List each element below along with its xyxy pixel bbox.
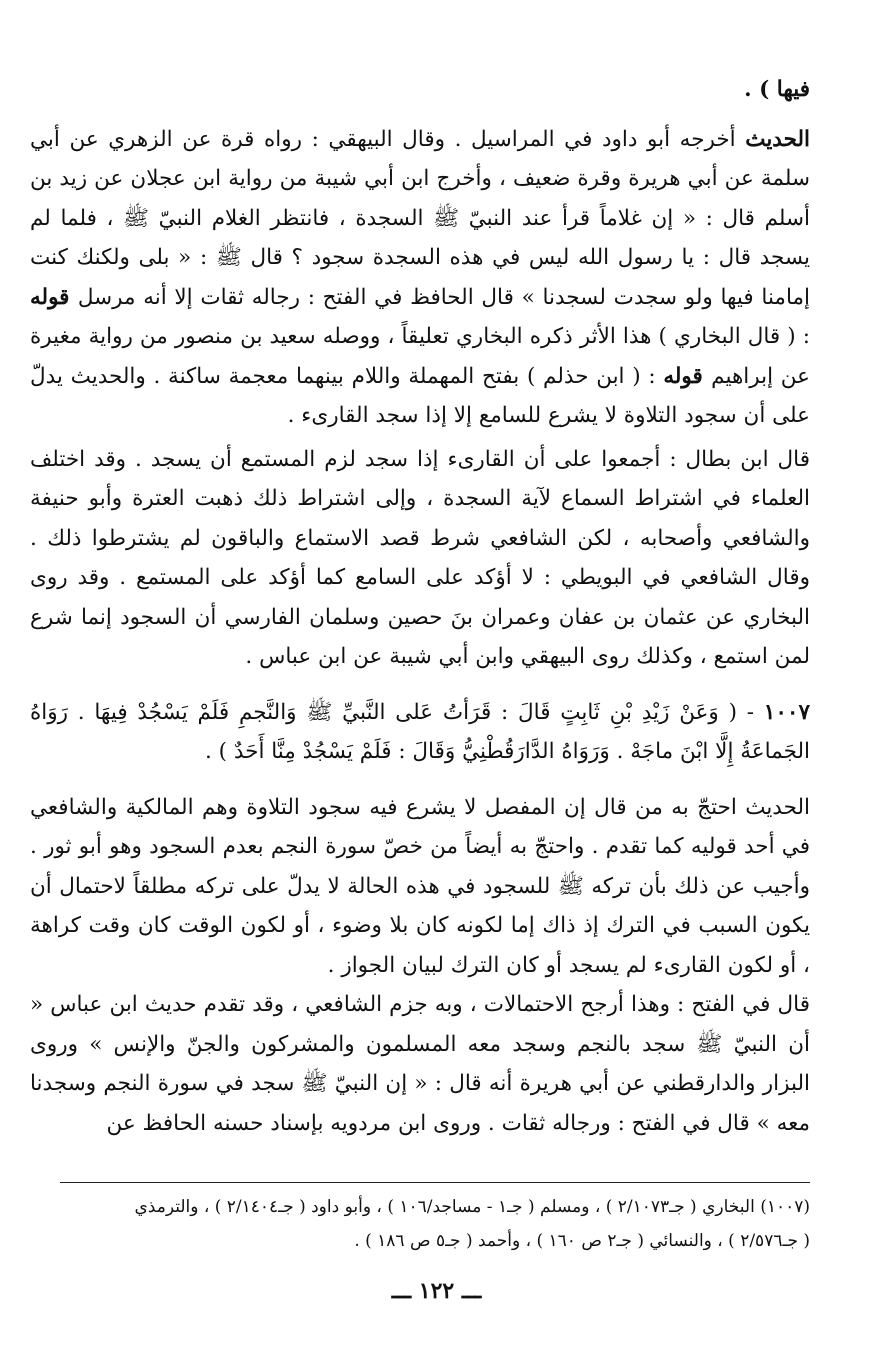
commentary-paragraph-4: قال في الفتح : وهذا أرجح الاحتمالات ، وبه جزم الشافعي ، وقد تقدم حديث ابن عباس « أن النبيّ ﷺ سجد بالنجم وسجد معه المسلمون والمشركون والجنّ والإنس » وروى البزار والدارقطني عن أبي هريرة أنه قال : « إن النبيّ ﷺ سجد في سورة النجم وسجدنا معه » قال في الفتح : ورجاله ثقات . وروى ابن مردويه بإسناد حسنه الحافظ عن bbox=[30, 992, 810, 1136]
commentary-paragraph-2: قال ابن بطال : أجمعوا على أن القارىء إذا سجد لزم المستمع أن يسجد . وقد اختلف العلماء في اشتراط السماع لآية السجدة ، وإلى اشتراط ذلك ذهبت العترة وأبو حنيفة والشافعي وأصحابه ، لكن الشافعي شرط قصد الاستماع والباقون لم يشترطوا ذلك . وقال الشافعي في البويطي : لا أؤكد على السامع كما أؤكد على المستمع . وقد روى البخاري عن عثمان بن عفان وعمران بنَ حصين وسلمان الفارسي أن السجود إنما شرع لمن استمع ، وكذلك روى البيهقي وابن أبي شيبة عن ابن عباس . bbox=[30, 446, 810, 669]
commentary-paragraph-3: الحديث احتجّ به من قال إن المفصل لا يشرع فيه سجود التلاوة وهم المالكية والشافعي في أحد قوليه كما تقدم . واحتجّ به أيضاً من خصّ سورة النجم بعدم السجود وهو أبو ثور . وأجيب عن ذلك بأن تركه ﷺ للسجود في هذه الحالة لا يدلّ على تركه مطلقاً لاحتمال أن يكون السبب في الترك إذ ذاك إما لكونه كان بلا وضوء ، أو لكون الوقت كان وقت كراهة ، أو لكون القارىء لم يسجد أو كان الترك لبيان الجواز . bbox=[30, 794, 810, 978]
keyword-qawluhu-2: قوله bbox=[663, 363, 712, 389]
commentary-paragraph-1 bbox=[30, 120, 810, 436]
footnote-line-2: ( جـ٢/٥٧٦ ) ، والنسائي ( جـ٢ ص ١٦٠ ) ، وأحمد ( جـ٥ ص ١٨٦ ) . bbox=[354, 1231, 810, 1251]
continuation-line: فيها ) . bbox=[744, 77, 810, 102]
hadith-block bbox=[30, 693, 810, 772]
page-number: ـــ ١٢٢ ـــ bbox=[391, 1278, 482, 1304]
footnotes bbox=[50, 1190, 810, 1258]
lead-word: الحديث bbox=[745, 126, 810, 152]
footnote-divider bbox=[60, 1182, 810, 1183]
footnote-line-1: (١٠٠٧) البخاري ( جـ٢/١٠٧٣ ) ، ومسلم ( جـ١ - مساجد/١٠٦ ) ، وأبو داود ( جـ٢/١٤٠٤ ) ، والترمذي bbox=[134, 1197, 810, 1217]
hadith-number: ١٠٠٧ bbox=[763, 699, 810, 725]
hadith-text: - ( وَعَنْ زَيْدِ بْنِ ثَابِتٍ قَالَ : قَرَأتُ عَلى النَّبيِّ ﷺ وَالنَّجمِ فَلَمْ يَسْجُدْ فِيهَا . رَوَاهُ الجَماعَةُ إِلَّا ابْنَ ماجَهْ . وَرَوَاهُ الدَّارَقُطْنِيُّ وَقَالَ : فَلَمْ يَسْجُدْ مِنَّا أَحَدٌ ) . bbox=[30, 699, 810, 764]
commentary-text-1a: أخرجه أبو داود في المراسيل . وقال البيهقي : رواه قرة عن الزهري عن أبي سلمة عن أبي هريرة وقرة ضعيف ، وأخرج ابن أبي شيبة من رواية ابن عجلان عن زيد بن أسلم قال : « إن غلاماً قرأ عند النبيّ ﷺ السجدة ، فانتظر الغلام النبيّ ﷺ ، فلما لم يسجد قال : يا رسول الله ليس في هذه السجدة سجود ؟ قال ﷺ : « بلى ولكنك كنت إمامنا فيها ولو سجدت لسجدنا » قال الحافظ في الفتح : رجاله ثقات إلا أنه مرسل bbox=[30, 126, 810, 310]
keyword-qawluhu-1: قوله bbox=[30, 284, 78, 310]
page-body bbox=[30, 70, 810, 1143]
commentary-text-1c: : ( ابن حذلم ) بفتح المهملة واللام بينهما معجمة ساكنة . والحديث يدلّ على أن سجود التلاوة لا يشرع للسامع إلا إذا سجد القارىء . bbox=[30, 363, 810, 428]
commentary-text-1b: : ( قال البخاري ) هذا الأثر ذكره البخاري تعليقاً ، ووصله سعيد بن منصور من رواية مغيرة عن إبراهيم bbox=[30, 324, 810, 389]
